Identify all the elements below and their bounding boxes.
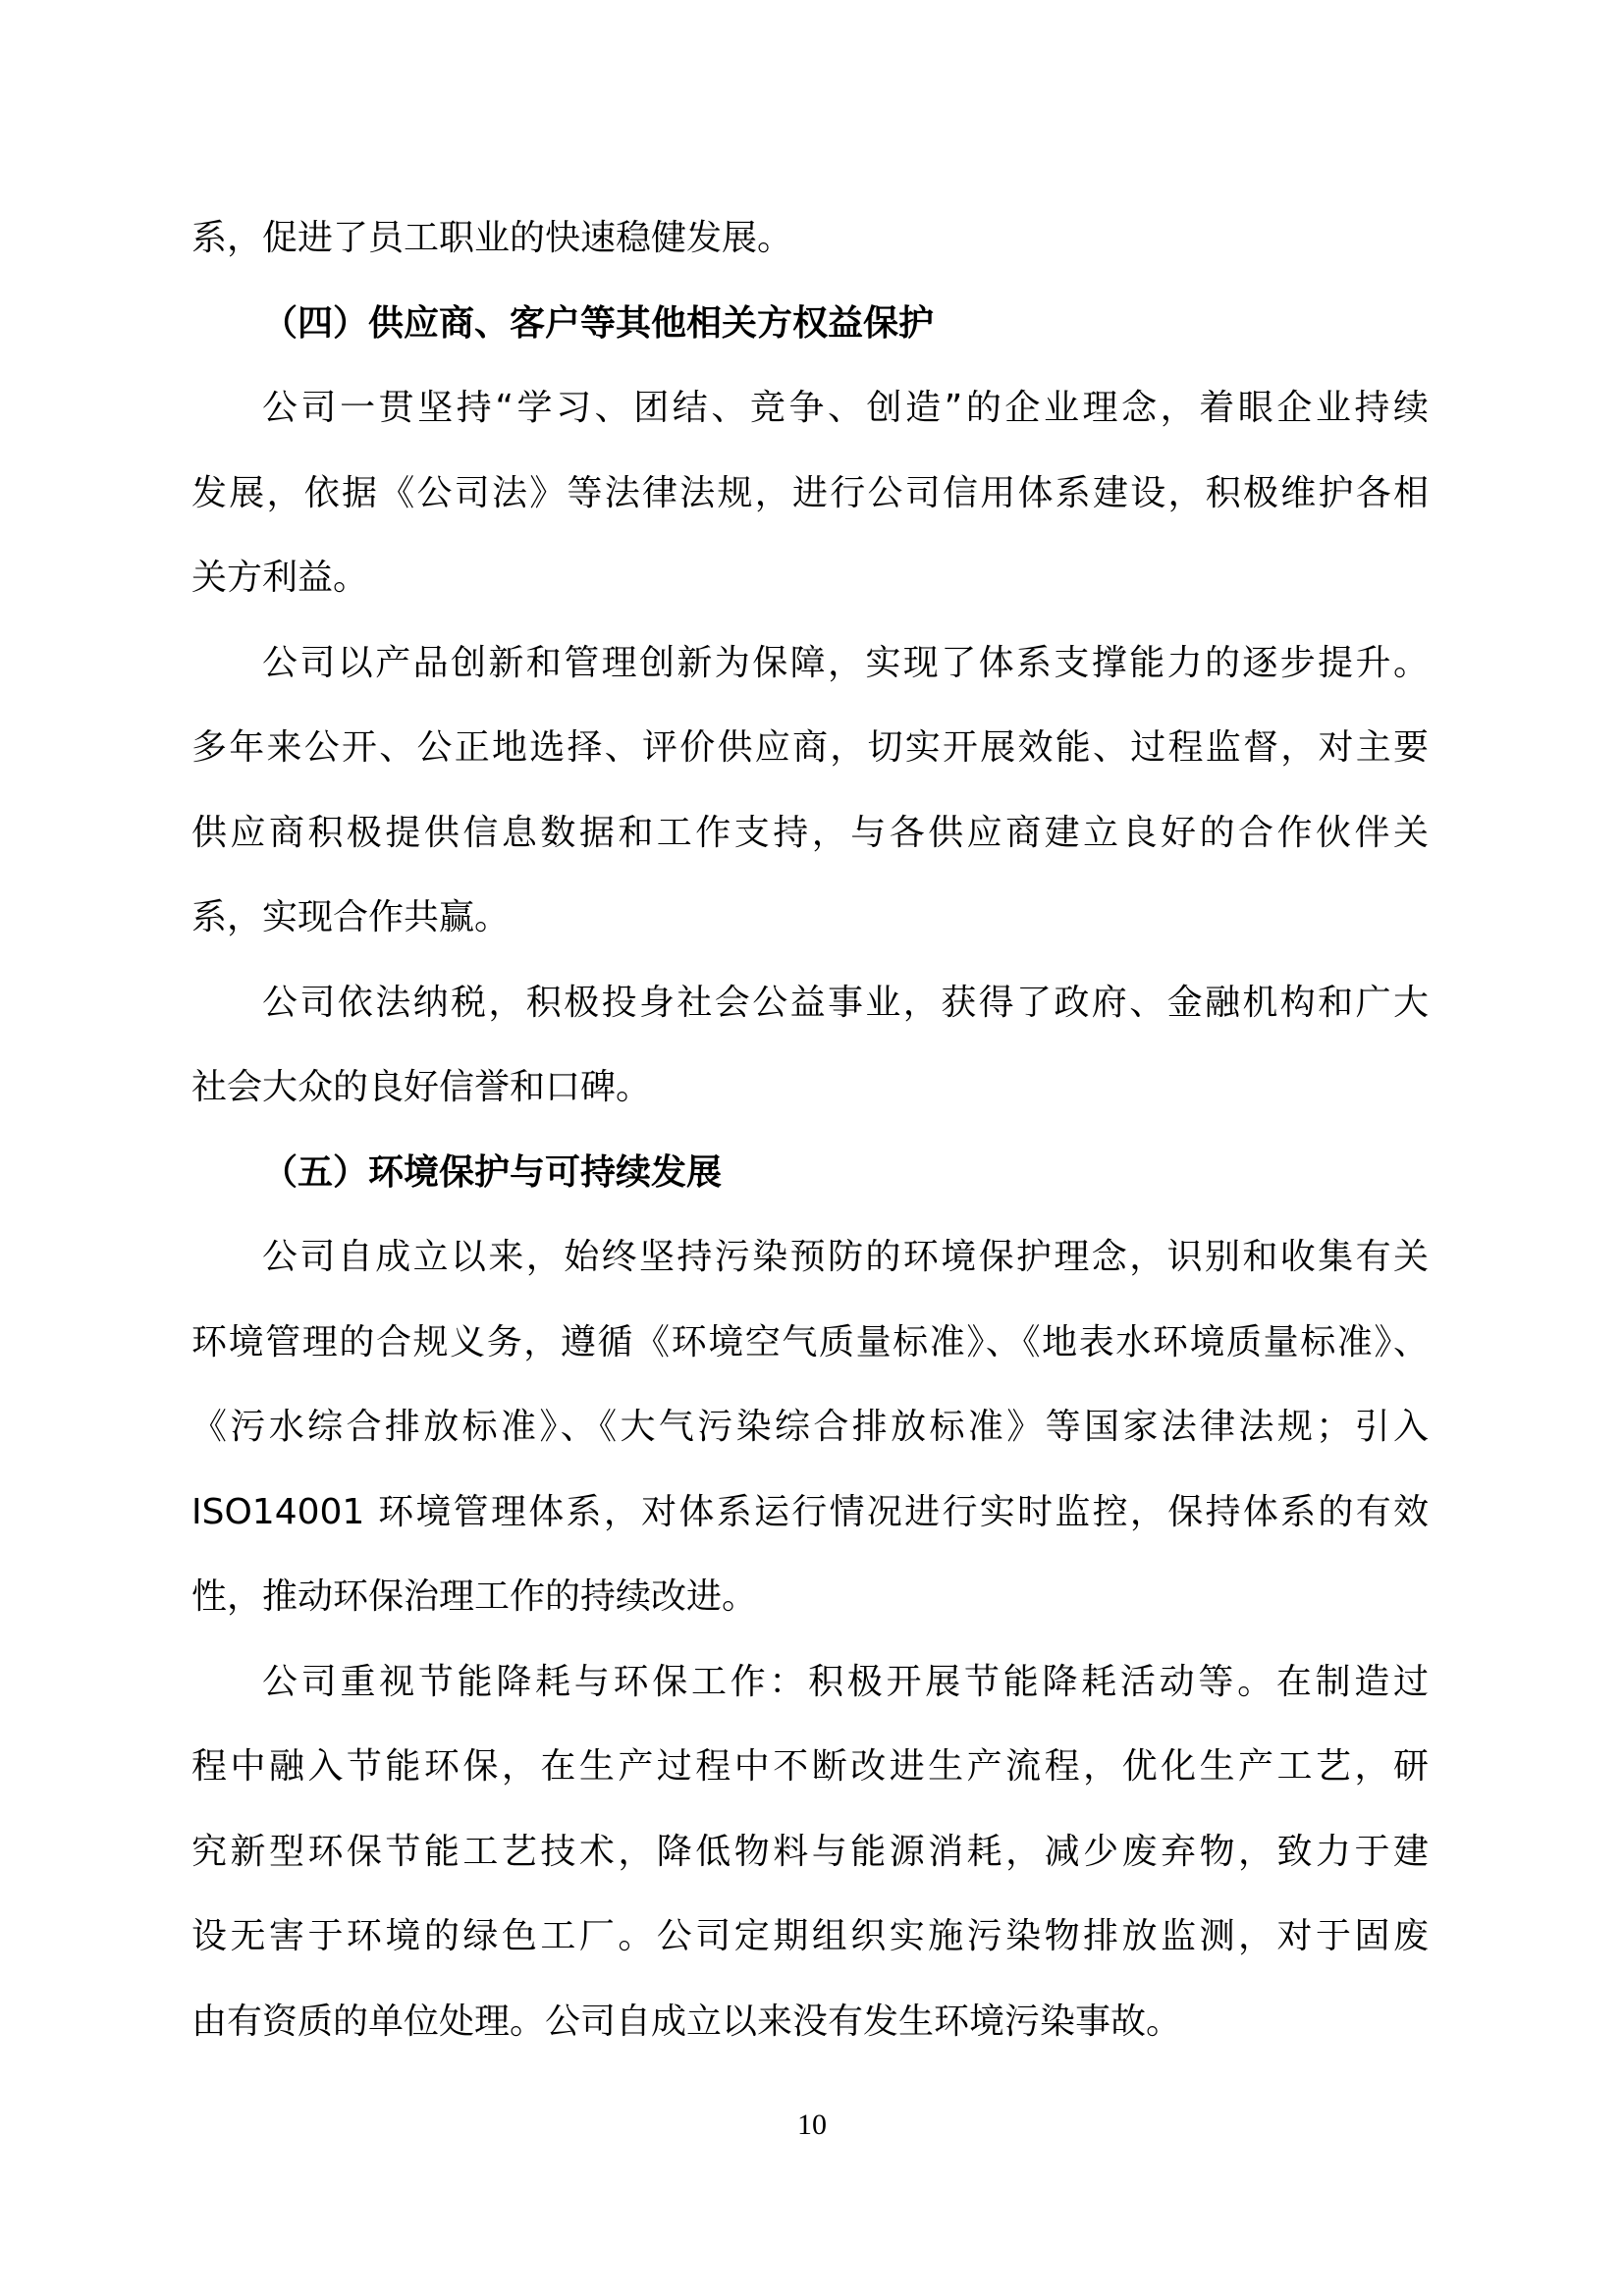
- section-heading-4: （四）供应商、客户等其他相关方权益保护: [262, 302, 935, 344]
- section-heading-5: （五）环境保护与可持续发展: [262, 1151, 723, 1193]
- text-line: 公司自成立以来，始终坚持污染预防的环境保护理念，识别和收集有关: [262, 1237, 1429, 1277]
- page-number: 10: [797, 2109, 827, 2141]
- text-line: 公司以产品创新和管理创新为保障，实现了体系支撑能力的逐步提升。: [262, 642, 1429, 683]
- text-line: 系，实现合作共赢。: [191, 897, 511, 937]
- text-line: 环境管理的合规义务，遵循《环境空气质量标准》、《地表水环境质量标准》、: [191, 1321, 1429, 1362]
- text-line: 发展，依据《公司法》等法律法规，进行公司信用体系建设，积极维护各相: [191, 472, 1429, 513]
- text-line: 供应商积极提供信息数据和工作支持，与各供应商建立良好的合作伙伴关: [191, 812, 1429, 853]
- text-line: 公司一贯坚持“学习、团结、竞争、创造”的企业理念，着眼企业持续: [262, 388, 1429, 428]
- page-content: [191, 196, 1429, 2064]
- text-line: 社会大众的良好信誉和口碑。: [191, 1067, 652, 1107]
- text-line: 性，推动环保治理工作的持续改进。: [191, 1576, 758, 1617]
- text-line: 公司重视节能降耗与环保工作：积极开展节能降耗活动等。在制造过: [262, 1661, 1429, 1702]
- text-line: 由有资质的单位处理。公司自成立以来没有发生环境污染事故。: [191, 2001, 1182, 2042]
- text-line: 系，促进了员工职业的快速稳健发展。: [191, 218, 793, 258]
- text-line: 程中融入节能环保，在生产过程中不断改进生产流程，优化生产工艺，研: [191, 1746, 1429, 1787]
- text-line: 关方利益。: [191, 558, 369, 598]
- text-line: 设无害于环境的绿色工厂。公司定期组织实施污染物排放监测，对于固废: [191, 1916, 1429, 1956]
- text-line: ISO14001 环境管理体系，对体系运行情况进行实时监控，保持体系的有效: [191, 1491, 1429, 1532]
- text-line: 公司依法纳税，积极投身社会公益事业，获得了政府、金融机构和广大: [262, 982, 1429, 1023]
- text-line: 《污水综合排放标准》、《大气污染综合排放标准》等国家法律法规；引入: [191, 1407, 1429, 1447]
- text-line: 究新型环保节能工艺技术，降低物料与能源消耗，减少废弃物，致力于建: [191, 1831, 1429, 1872]
- text-line: 多年来公开、公正地选择、评价供应商，切实开展效能、过程监督，对主要: [191, 727, 1429, 768]
